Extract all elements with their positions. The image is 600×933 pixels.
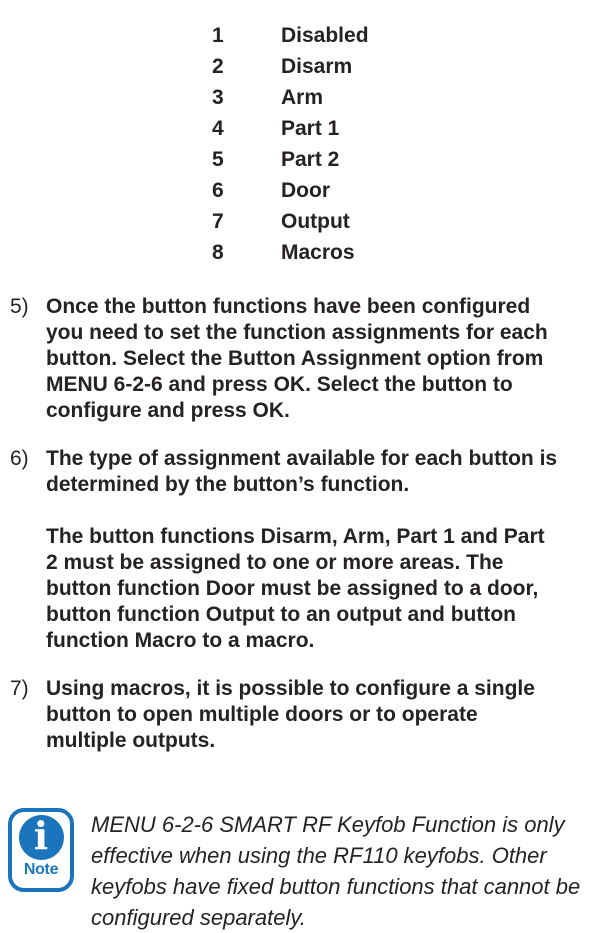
function-list-row [212, 51, 600, 82]
function-label: Arm [281, 86, 324, 109]
text-line: Once the button functions have been configured [46, 295, 531, 318]
instruction-marker: 6) [10, 447, 29, 470]
function-label: Door [281, 179, 330, 202]
text-line: button. Select the Button Assignment option from [46, 347, 544, 370]
info-icon [19, 812, 64, 860]
function-number: 3 [212, 86, 224, 109]
text-line: you need to set the function assignments for each [46, 321, 548, 344]
function-list-row [212, 237, 600, 268]
function-label: Part 1 [281, 117, 340, 140]
text-line: MENU 6-2-6 and press OK. Select the button to [46, 373, 513, 396]
text-line: effective when using the RF110 keyfobs. Other [91, 843, 547, 868]
instruction-paragraph [46, 294, 594, 424]
keyfob-function-list [0, 0, 600, 268]
function-list-row [212, 175, 600, 206]
text-line: keyfobs have fixed button functions that cannot be [91, 874, 581, 899]
text-line: determined by the button’s function. [46, 473, 410, 496]
text-line: MENU 6-2-6 SMART RF Keyfob Function is only [91, 812, 565, 837]
function-number: 5 [212, 148, 224, 171]
text-line: button function Output to an output and button [46, 603, 517, 626]
function-list-row [212, 144, 600, 175]
instruction-paragraph [46, 676, 594, 754]
instruction-list [0, 294, 600, 754]
text-line: The button functions Disarm, Arm, Part 1 and Part [46, 525, 545, 548]
text-line: multiple outputs. [46, 729, 216, 752]
function-label: Disabled [281, 24, 369, 47]
function-list-row [212, 20, 600, 51]
instruction-item-7 [0, 676, 600, 754]
info-icon-glyph: i [33, 812, 49, 858]
function-list-row [212, 113, 600, 144]
instruction-marker: 7) [10, 677, 29, 700]
text-line: function Macro to a macro. [46, 629, 315, 652]
function-list-row [212, 206, 600, 237]
note-callout [8, 808, 600, 933]
text-line: button function Door must be assigned to a door, [46, 577, 539, 600]
info-note-icon [8, 808, 74, 892]
function-number: 8 [212, 241, 224, 264]
function-label: Macros [281, 241, 355, 264]
function-number: 1 [212, 24, 224, 47]
instruction-body [46, 446, 600, 654]
instruction-body [46, 676, 600, 754]
function-number: 7 [212, 210, 224, 233]
instruction-item-6 [0, 446, 600, 654]
function-number: 2 [212, 55, 224, 78]
function-label: Part 2 [281, 148, 340, 171]
text-line: configure and press OK. [46, 399, 290, 422]
instruction-paragraph [46, 524, 594, 654]
instruction-paragraph [46, 446, 594, 498]
function-number: 4 [212, 117, 224, 140]
text-line: configured separately. [91, 905, 306, 930]
note-text [91, 808, 580, 933]
note-icon-label: Note [23, 861, 59, 878]
function-label: Output [281, 210, 350, 233]
instruction-marker: 5) [10, 295, 29, 318]
function-list-row [212, 82, 600, 113]
function-label: Disarm [281, 55, 353, 78]
text-line: The type of assignment available for each button is [46, 447, 558, 470]
instruction-item-5 [0, 294, 600, 424]
instruction-body [46, 294, 600, 424]
function-number: 6 [212, 179, 224, 202]
text-line: button to open multiple doors or to operate [46, 703, 478, 726]
text-line: 2 must be assigned to one or more areas. The [46, 551, 504, 574]
text-line: Using macros, it is possible to configure a single [46, 677, 535, 700]
